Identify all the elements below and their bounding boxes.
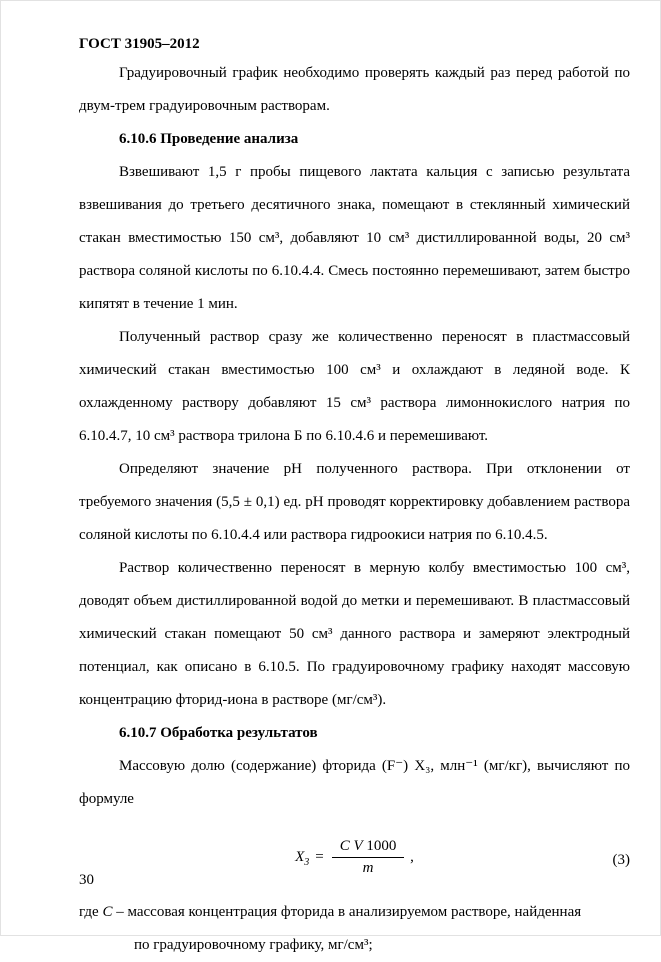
- formula-fraction: [332, 838, 405, 877]
- paragraph-mass-fraction-intro: Массовую долю (содержание) фторида (F⁻) X₃, млн⁻¹ (мг/кг), вычисляют по формуле: [79, 758, 630, 807]
- paragraph-calibration-check: Градуировочный график необходимо проверять каждый раз перед работой по двум-трем градуировочным растворам.: [79, 65, 630, 114]
- formula-equals-sign: =: [315, 848, 324, 865]
- where-definition-text: – массовая концентрация фторида в анализируемом растворе, найденная: [112, 904, 582, 920]
- formula-trailing-comma: ,: [406, 848, 414, 865]
- where-keyword: где: [79, 904, 103, 920]
- formula-denominator: m: [362, 860, 374, 876]
- formula-numerator-constant: 1000: [366, 838, 397, 854]
- where-variable-c: C: [102, 904, 113, 920]
- formula-3-row: [79, 830, 630, 886]
- formula-lhs-subscript: 3: [304, 856, 310, 868]
- formula-numerator-variables: C V: [339, 838, 363, 854]
- paragraph-solution-transfer: Полученный раствор сразу же количественно переносят в пластмассовый химический стакан вместимостью 100 см³ и охлаждают в ледяной воде. К охлажденному раствору добавляют 15 см³ раствора лимоннокислого натрия по 6.10.4.7, 10 см³ раствора трилона Б по 6.10.4.6 и перемешивают.: [79, 329, 630, 444]
- paragraph-ph-adjustment: Определяют значение pH полученного раствора. При отклонении от требуемого значения (5,5 ± 0,1) ед. pH проводят корректировку добавлением раствора соляной кислоты по 6.10.4.4 или раствора гидроокиси натрия по 6.10.4.5.: [79, 461, 630, 543]
- paragraph-where-definition-continued: по градуировочному графику, мг/см³;: [134, 937, 373, 953]
- section-heading-6-10-7: 6.10.7 Обработка результатов: [119, 725, 318, 741]
- paragraph-volumetric-flask: Раствор количественно переносят в мерную колбу вместимостью 100 см³, доводят объем дистиллированной водой до метки и перемешивают. В пластмассовый химический стакан помещают 50 см³ данного раствора и замеряют электродный потенциал, как описано в 6.10.5. По градуировочному графику находят массовую концентрацию фторид-иона в растворе (мг/см³).: [79, 560, 630, 708]
- equation-number: (3): [612, 852, 630, 868]
- formula-lhs-variable: X: [295, 848, 305, 865]
- paragraph-weighing-procedure: Взвешивают 1,5 г пробы пищевого лактата кальция с записью результата взвешивания до третьего десятичного знака, помещают в стеклянный химический стакан вместимостью 150 см³, добавляют 10 см³ дистиллированной воды, 20 см³ раствора соляной кислоты по 6.10.4.4. Смесь постоянно перемешивают, затем быстро кипятят в течение 1 мин.: [79, 164, 630, 312]
- formula-expression: [295, 830, 414, 877]
- document-header-gost-number: ГОСТ 31905–2012: [79, 36, 200, 52]
- section-heading-6-10-6: 6.10.6 Проведение анализа: [119, 131, 299, 147]
- page-number: 30: [79, 872, 94, 888]
- paragraph-where-definition: [79, 896, 630, 929]
